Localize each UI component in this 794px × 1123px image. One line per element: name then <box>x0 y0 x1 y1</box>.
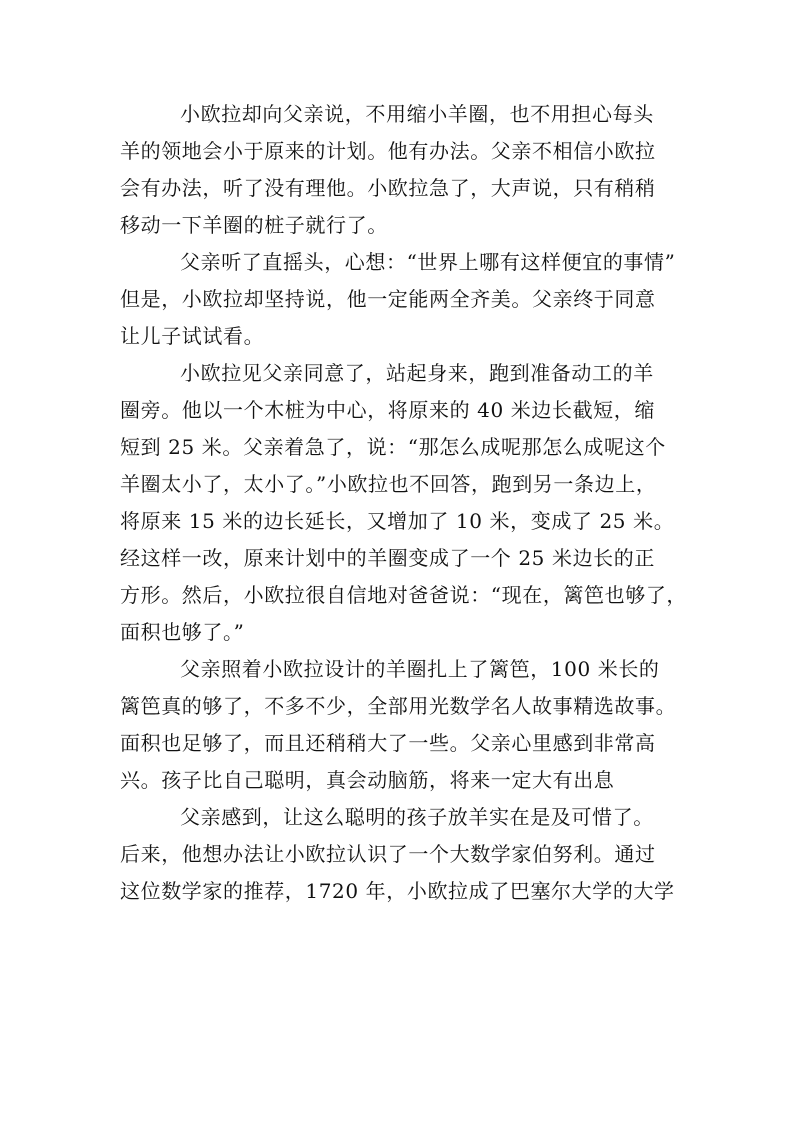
text-line: 面积也够了。” <box>120 620 245 644</box>
text-line: 方形。然后，小欧拉很自信地对爸爸说：“现在，篱笆也够了， <box>120 583 688 607</box>
text-line: 兴。孩子比自己聪明，真会动脑筋，将来一定大有出息 <box>120 768 615 792</box>
text-line: 移动一下羊圈的桩子就行了。 <box>120 213 388 237</box>
text-line: 经这样一改，原来计划中的羊圈变成了一个 25 米边长的正 <box>120 546 655 570</box>
paragraph <box>120 355 688 651</box>
text-line: 将原来 15 米的边长延长，又增加了 10 米，变成了 25 米。 <box>120 509 675 533</box>
text-line: 圈旁。他以一个木桩为中心，将原来的 40 米边长截短，缩 <box>120 398 655 422</box>
text-line: 小欧拉见父亲同意了，站起身来，跑到准备动工的羊 <box>180 361 654 385</box>
text-line: 面积也足够了，而且还稍稍大了一些。父亲心里感到非常高 <box>120 731 656 755</box>
text-line: 羊圈太小了，太小了。”小欧拉也不回答，跑到另一条边上， <box>120 472 657 496</box>
text-line: 但是，小欧拉却坚持说，他一定能两全齐美。父亲终于同意 <box>120 287 656 311</box>
text-line: 会有办法，听了没有理他。小欧拉急了，大声说，只有稍稍 <box>120 176 656 200</box>
paragraph <box>120 799 680 910</box>
text-line: 这位数学家的推荐，1720 年，小欧拉成了巴塞尔大学的大学 <box>120 879 675 903</box>
text-line: 后来，他想办法让小欧拉认识了一个大数学家伯努利。通过 <box>120 842 656 866</box>
paragraph <box>120 651 680 799</box>
text-line: 父亲照着小欧拉设计的羊圈扎上了篱笆，100 米长的 <box>180 657 660 681</box>
text-line: 小欧拉却向父亲说，不用缩小羊圈，也不用担心每头 <box>180 102 654 126</box>
paragraph <box>120 96 680 244</box>
text-line: 父亲感到，让这么聪明的孩子放羊实在是及可惜了。 <box>180 805 654 829</box>
paragraph <box>120 244 680 355</box>
text-line: 篱笆真的够了，不多不少，全部用光数学名人故事精选故事。 <box>120 694 677 718</box>
text-line: 父亲听了直摇头，心想：“世界上哪有这样便宜的事情” <box>180 250 676 274</box>
article-body <box>120 96 688 910</box>
text-line: 羊的领地会小于原来的计划。他有办法。父亲不相信小欧拉 <box>120 139 656 163</box>
text-line: 短到 25 米。父亲着急了，说：“那怎么成呢那怎么成呢这个 <box>120 435 666 459</box>
text-line: 让儿子试试看。 <box>120 324 265 348</box>
